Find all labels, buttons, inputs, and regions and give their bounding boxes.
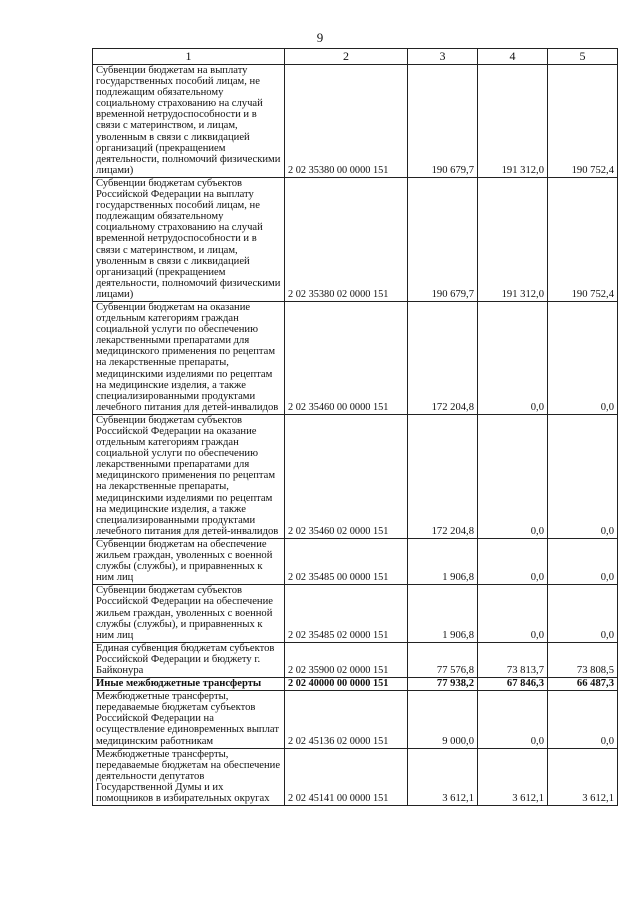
value-col5-cell: 3 612,1 bbox=[548, 748, 618, 805]
value-col4-cell: 0,0 bbox=[478, 301, 548, 414]
row-name-cell: Субвенции бюджетам на выплату государственных пособий лицам, не подлежащим обязательному социальному страхованию на случай временной нетрудоспособности и в связи с материнством, и лицам, уволенным в связи с ликвидацией организаций (прекращением деятельности, полномочий физическими лицами) bbox=[93, 65, 285, 178]
budget-code-cell: 2 02 45141 00 0000 151 bbox=[285, 748, 408, 805]
value-col5-cell: 190 752,4 bbox=[548, 177, 618, 301]
value-col4-cell: 191 312,0 bbox=[478, 65, 548, 178]
table-row bbox=[93, 691, 618, 748]
budget-code-cell: 2 02 40000 00 0000 151 bbox=[285, 678, 408, 691]
column-header: 1 bbox=[93, 49, 285, 65]
column-header: 4 bbox=[478, 49, 548, 65]
value-col5-cell: 66 487,3 bbox=[548, 678, 618, 691]
value-col3-cell: 172 204,8 bbox=[408, 301, 478, 414]
table-row bbox=[93, 642, 618, 677]
value-col4-cell: 73 813,7 bbox=[478, 642, 548, 677]
budget-revenue-table bbox=[92, 48, 618, 806]
row-name-cell: Единая субвенция бюджетам субъектов Российской Федерации и бюджету г. Байконура bbox=[93, 642, 285, 677]
column-header: 2 bbox=[285, 49, 408, 65]
value-col4-cell: 0,0 bbox=[478, 538, 548, 584]
value-col5-cell: 0,0 bbox=[548, 414, 618, 538]
table-row bbox=[93, 748, 618, 805]
budget-code-cell: 2 02 35380 00 0000 151 bbox=[285, 65, 408, 178]
budget-code-cell: 2 02 35460 02 0000 151 bbox=[285, 414, 408, 538]
column-header: 3 bbox=[408, 49, 478, 65]
row-name-cell: Межбюджетные трансферты, передаваемые бюджетам на обеспечение деятельности депутатов Государственной Думы и их помощников в избирательных округах bbox=[93, 748, 285, 805]
value-col3-cell: 9 000,0 bbox=[408, 691, 478, 748]
value-col3-cell: 172 204,8 bbox=[408, 414, 478, 538]
value-col5-cell: 190 752,4 bbox=[548, 65, 618, 178]
value-col4-cell: 0,0 bbox=[478, 414, 548, 538]
budget-code-cell: 2 02 45136 02 0000 151 bbox=[285, 691, 408, 748]
page-number: 9 bbox=[316, 30, 324, 45]
row-name-cell: Субвенции бюджетам субъектов Российской Федерации на обеспечение жильем граждан, уволенных с военной службы (службы), и приравненных к ним лиц bbox=[93, 585, 285, 642]
row-name-cell: Иные межбюджетные трансферты bbox=[93, 678, 285, 691]
table-row bbox=[93, 414, 618, 538]
value-col3-cell: 1 906,8 bbox=[408, 538, 478, 584]
value-col3-cell: 77 576,8 bbox=[408, 642, 478, 677]
value-col3-cell: 3 612,1 bbox=[408, 748, 478, 805]
column-header: 5 bbox=[548, 49, 618, 65]
value-col3-cell: 77 938,2 bbox=[408, 678, 478, 691]
value-col3-cell: 190 679,7 bbox=[408, 65, 478, 178]
value-col5-cell: 0,0 bbox=[548, 301, 618, 414]
table-row bbox=[93, 301, 618, 414]
value-col5-cell: 0,0 bbox=[548, 538, 618, 584]
table-row bbox=[93, 65, 618, 178]
row-name-cell: Субвенции бюджетам субъектов Российской Федерации на выплату государственных пособий лицам, не подлежащим обязательному социальному страхованию на случай временной нетрудоспособности и в связи с материнством, и лицам, уволенным в связи с ликвидацией организаций (прекращением деятельности, полномочий физическими лицами) bbox=[93, 177, 285, 301]
budget-code-cell: 2 02 35460 00 0000 151 bbox=[285, 301, 408, 414]
value-col4-cell: 191 312,0 bbox=[478, 177, 548, 301]
row-name-cell: Субвенции бюджетам на обеспечение жильем граждан, уволенных с военной службы (службы), и приравненных к ним лиц bbox=[93, 538, 285, 584]
row-name-cell: Субвенции бюджетам на оказание отдельным категориям граждан социальной услуги по обеспечению лекарственными препаратами для медицинского применения по рецептам на лекарственные препараты, медицинскими изделиями по рецептам на медицинские изделия, а также специализированными продуктами лечебного питания для детей-инвалидов bbox=[93, 301, 285, 414]
budget-code-cell: 2 02 35380 02 0000 151 bbox=[285, 177, 408, 301]
table-header-row bbox=[93, 49, 618, 65]
row-name-cell: Субвенции бюджетам субъектов Российской Федерации на оказание отдельным категориям граждан социальной услуги по обеспечению лекарственными препаратами для медицинского применения по рецептам на лекарственные препараты, медицинскими изделиями по рецептам на медицинские изделия, а также специализированными продуктами лечебного питания для детей-инвалидов bbox=[93, 414, 285, 538]
table-row bbox=[93, 538, 618, 584]
budget-code-cell: 2 02 35900 02 0000 151 bbox=[285, 642, 408, 677]
value-col3-cell: 1 906,8 bbox=[408, 585, 478, 642]
value-col5-cell: 0,0 bbox=[548, 691, 618, 748]
budget-code-cell: 2 02 35485 00 0000 151 bbox=[285, 538, 408, 584]
table-row bbox=[93, 585, 618, 642]
row-name-cell: Межбюджетные трансферты, передаваемые бюджетам субъектов Российской Федерации на осуществление единовременных выплат медицинским работникам bbox=[93, 691, 285, 748]
table-row bbox=[93, 678, 618, 691]
value-col5-cell: 0,0 bbox=[548, 585, 618, 642]
value-col4-cell: 67 846,3 bbox=[478, 678, 548, 691]
table-row bbox=[93, 177, 618, 301]
value-col4-cell: 0,0 bbox=[478, 691, 548, 748]
budget-code-cell: 2 02 35485 02 0000 151 bbox=[285, 585, 408, 642]
value-col4-cell: 0,0 bbox=[478, 585, 548, 642]
value-col5-cell: 73 808,5 bbox=[548, 642, 618, 677]
value-col3-cell: 190 679,7 bbox=[408, 177, 478, 301]
value-col4-cell: 3 612,1 bbox=[478, 748, 548, 805]
